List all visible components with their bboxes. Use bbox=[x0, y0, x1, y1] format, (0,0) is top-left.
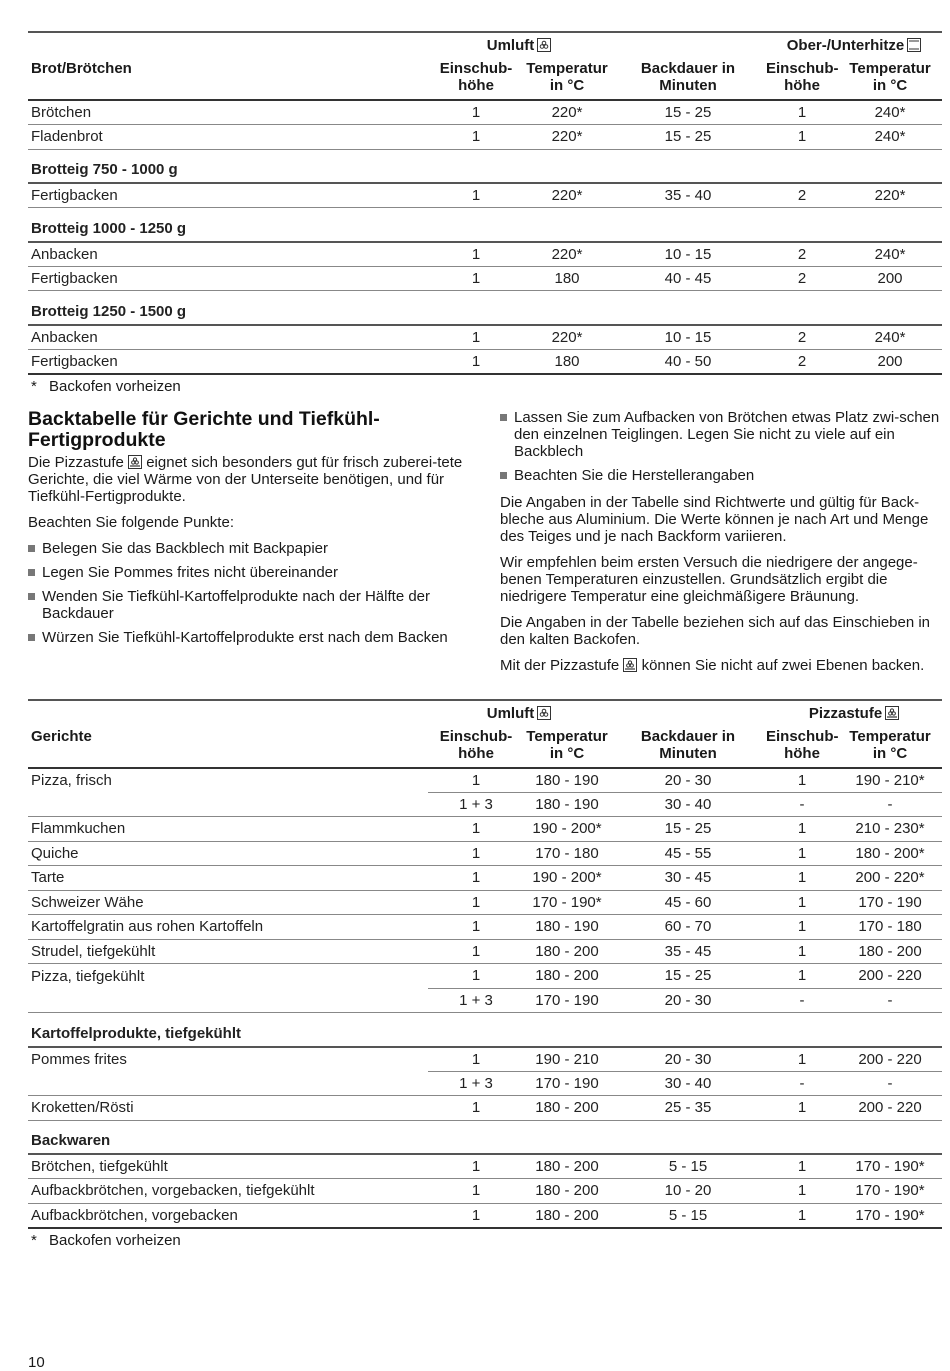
top-bottom-heat-icon bbox=[907, 38, 921, 52]
bullet-list-right bbox=[500, 409, 944, 484]
table-row: Brötchen 1 220* 15 - 25 1 240* bbox=[28, 100, 942, 125]
paragraph-kalter-backofen: Die Angaben in der Tabelle beziehen sich auf das Einschieben in den kalten Backofen. bbox=[500, 613, 931, 648]
section-heading: Backtabelle für Gerichte und Tiefkühl- Fertigprodukte bbox=[28, 407, 380, 451]
paragraph-empfehlung: Wir empfehlen beim ersten Versuch die niedrigere der angege-benen Temperaturen einzustellen. Grundsätzlich ergibt die niedrigere Temperatur eine gleichmäßigere Bräunung. bbox=[500, 553, 918, 605]
section-header: Backwaren bbox=[28, 1120, 942, 1154]
table-row: Brötchen, tiefgekühlt 1 180 - 200 5 - 15 1 170 - 190* bbox=[28, 1154, 942, 1179]
table-row: Fertigbacken 1 180 40 - 45 2 200 bbox=[28, 266, 942, 291]
table-row: Kroketten/Rösti 1 180 - 200 25 - 35 1 200 - 220 bbox=[28, 1096, 942, 1121]
column-header-row bbox=[28, 728, 942, 768]
paragraph-pizzastufe: Mit der Pizzastufe können Sie nicht auf zwei Ebenen backen. bbox=[500, 656, 925, 674]
section-header: Brotteig 1000 - 1250 g bbox=[28, 208, 942, 242]
list-item: Wenden Sie Tiefkühl-Kartoffelprodukte nach der Hälfte der Backdauer bbox=[28, 588, 473, 622]
pizza-setting-icon bbox=[623, 658, 637, 672]
table-row: Strudel, tiefgekühlt 1 180 - 200 35 - 45 1 180 - 200 bbox=[28, 939, 942, 964]
table-row: Quiche 1 170 - 180 45 - 55 1 180 - 200* bbox=[28, 841, 942, 866]
pizza-setting-icon bbox=[885, 706, 899, 720]
col-header-einschub: Einschub- höhe bbox=[428, 728, 524, 768]
table-row: Anbacken 1 220* 10 - 15 2 240* bbox=[28, 325, 942, 350]
bullet-icon bbox=[28, 593, 35, 600]
section-header: Kartoffelprodukte, tiefgekühlt bbox=[28, 1013, 942, 1047]
group-header-umluft: Umluft bbox=[428, 32, 610, 60]
table-row: Pommes frites 1 190 - 210 20 - 30 1 200 - 220 bbox=[28, 1047, 942, 1072]
group-header-ober-unterhitze: Ober-/Unterhitze bbox=[766, 32, 942, 60]
bullet-icon bbox=[500, 472, 507, 479]
section-header: Brotteig 1250 - 1500 g bbox=[28, 291, 942, 325]
points-label: Beachten Sie folgende Punkte: bbox=[28, 513, 234, 531]
table-row: 1 + 3 180 - 190 30 - 40 - - bbox=[28, 792, 942, 817]
group-header-umluft: Umluft bbox=[428, 700, 610, 728]
col-header-temperatur-2: Temperatur in °C bbox=[838, 60, 942, 100]
footnote: * Backofen vorheizen bbox=[31, 377, 181, 395]
col-header-name: Brot/Brötchen bbox=[28, 60, 428, 100]
text-section bbox=[28, 409, 942, 699]
intro-paragraph: Die Pizzastufe eignet sich besonders gut für frisch zuberei-tete Gerichte, die viel Wärme von der Unterseite benötigen, und für Tiefkühl-Fertigprodukte. bbox=[28, 453, 463, 505]
bullet-icon bbox=[28, 569, 35, 576]
fan-icon bbox=[537, 706, 551, 720]
table-row: Pizza, tiefgekühlt 1 180 - 200 15 - 25 1 200 - 220 bbox=[28, 964, 942, 989]
table-row: Tarte 1 190 - 200* 30 - 45 1 200 - 220* bbox=[28, 866, 942, 891]
footnote: * Backofen vorheizen bbox=[31, 1231, 181, 1249]
col-header-einschub-2: Einschub- höhe bbox=[766, 728, 838, 768]
pizza-setting-icon bbox=[128, 455, 142, 469]
group-header-row bbox=[28, 32, 942, 60]
table-row: Fertigbacken 1 220* 35 - 40 2 220* bbox=[28, 183, 942, 208]
bullet-list-left bbox=[28, 540, 473, 646]
col-header-backdauer: Backdauer in Minuten bbox=[610, 728, 766, 768]
col-header-name: Gerichte bbox=[28, 728, 428, 768]
table-row: Aufbackbrötchen, vorgebacken 1 180 - 200 5 - 15 1 170 - 190* bbox=[28, 1203, 942, 1228]
table-row: 1 + 3 170 - 190 20 - 30 - - bbox=[28, 988, 942, 1013]
table-row: Fertigbacken 1 180 40 - 50 2 200 bbox=[28, 349, 942, 374]
table-row: Schweizer Wähe 1 170 - 190* 45 - 60 1 170 - 190 bbox=[28, 890, 942, 915]
col-header-einschub: Einschub- höhe bbox=[428, 60, 524, 100]
bullet-icon bbox=[28, 634, 35, 641]
table-row: Anbacken 1 220* 10 - 15 2 240* bbox=[28, 242, 942, 267]
group-header-row bbox=[28, 700, 942, 728]
page-number: 10 bbox=[28, 1354, 45, 1371]
table-row: Kartoffelgratin aus rohen Kartoffeln 1 180 - 190 60 - 70 1 170 - 180 bbox=[28, 915, 942, 940]
manual-page bbox=[28, 0, 942, 1249]
col-header-temperatur: Temperatur in °C bbox=[524, 728, 610, 768]
dishes-baking-table bbox=[28, 699, 942, 1229]
list-item: Beachten Sie die Herstellerangaben bbox=[500, 467, 944, 484]
column-header-row bbox=[28, 60, 942, 100]
left-column bbox=[28, 409, 473, 653]
bullet-icon bbox=[28, 545, 35, 552]
bread-baking-table bbox=[28, 31, 942, 375]
paragraph-richtwerte: Die Angaben in der Tabelle sind Richtwerte und gültig für Back-bleche aus Aluminium. Die Werte können je nach Art und Menge des Teiges und je nach Backform variieren. bbox=[500, 493, 929, 545]
col-header-temperatur: Temperatur in °C bbox=[524, 60, 610, 100]
col-header-temperatur-2: Temperatur in °C bbox=[838, 728, 942, 768]
table-row: Flammkuchen 1 190 - 200* 15 - 25 1 210 - 230* bbox=[28, 817, 942, 842]
list-item: Legen Sie Pommes frites nicht übereinander bbox=[28, 564, 473, 581]
bullet-icon bbox=[500, 414, 507, 421]
list-item: Lassen Sie zum Aufbacken von Brötchen etwas Platz zwi-schen den einzelnen Teiglingen. Legen Sie nicht zu viele auf ein Backblech bbox=[500, 409, 944, 460]
fan-icon bbox=[537, 38, 551, 52]
table-row: Aufbackbrötchen, vorgebacken, tiefgekühlt 1 180 - 200 10 - 20 1 170 - 190* bbox=[28, 1179, 942, 1204]
section-header: Brotteig 750 - 1000 g bbox=[28, 149, 942, 183]
table-row: Fladenbrot 1 220* 15 - 25 1 240* bbox=[28, 125, 942, 150]
table-row: 1 + 3 170 - 190 30 - 40 - - bbox=[28, 1071, 942, 1096]
right-column bbox=[500, 409, 944, 683]
group-header-pizzastufe: Pizzastufe bbox=[766, 700, 942, 728]
col-header-backdauer: Backdauer in Minuten bbox=[610, 60, 766, 100]
list-item: Belegen Sie das Backblech mit Backpapier bbox=[28, 540, 473, 557]
table-row: Pizza, frisch 1 180 - 190 20 - 30 1 190 - 210* bbox=[28, 768, 942, 793]
col-header-einschub-2: Einschub- höhe bbox=[766, 60, 838, 100]
list-item: Würzen Sie Tiefkühl-Kartoffelprodukte erst nach dem Backen bbox=[28, 629, 473, 646]
